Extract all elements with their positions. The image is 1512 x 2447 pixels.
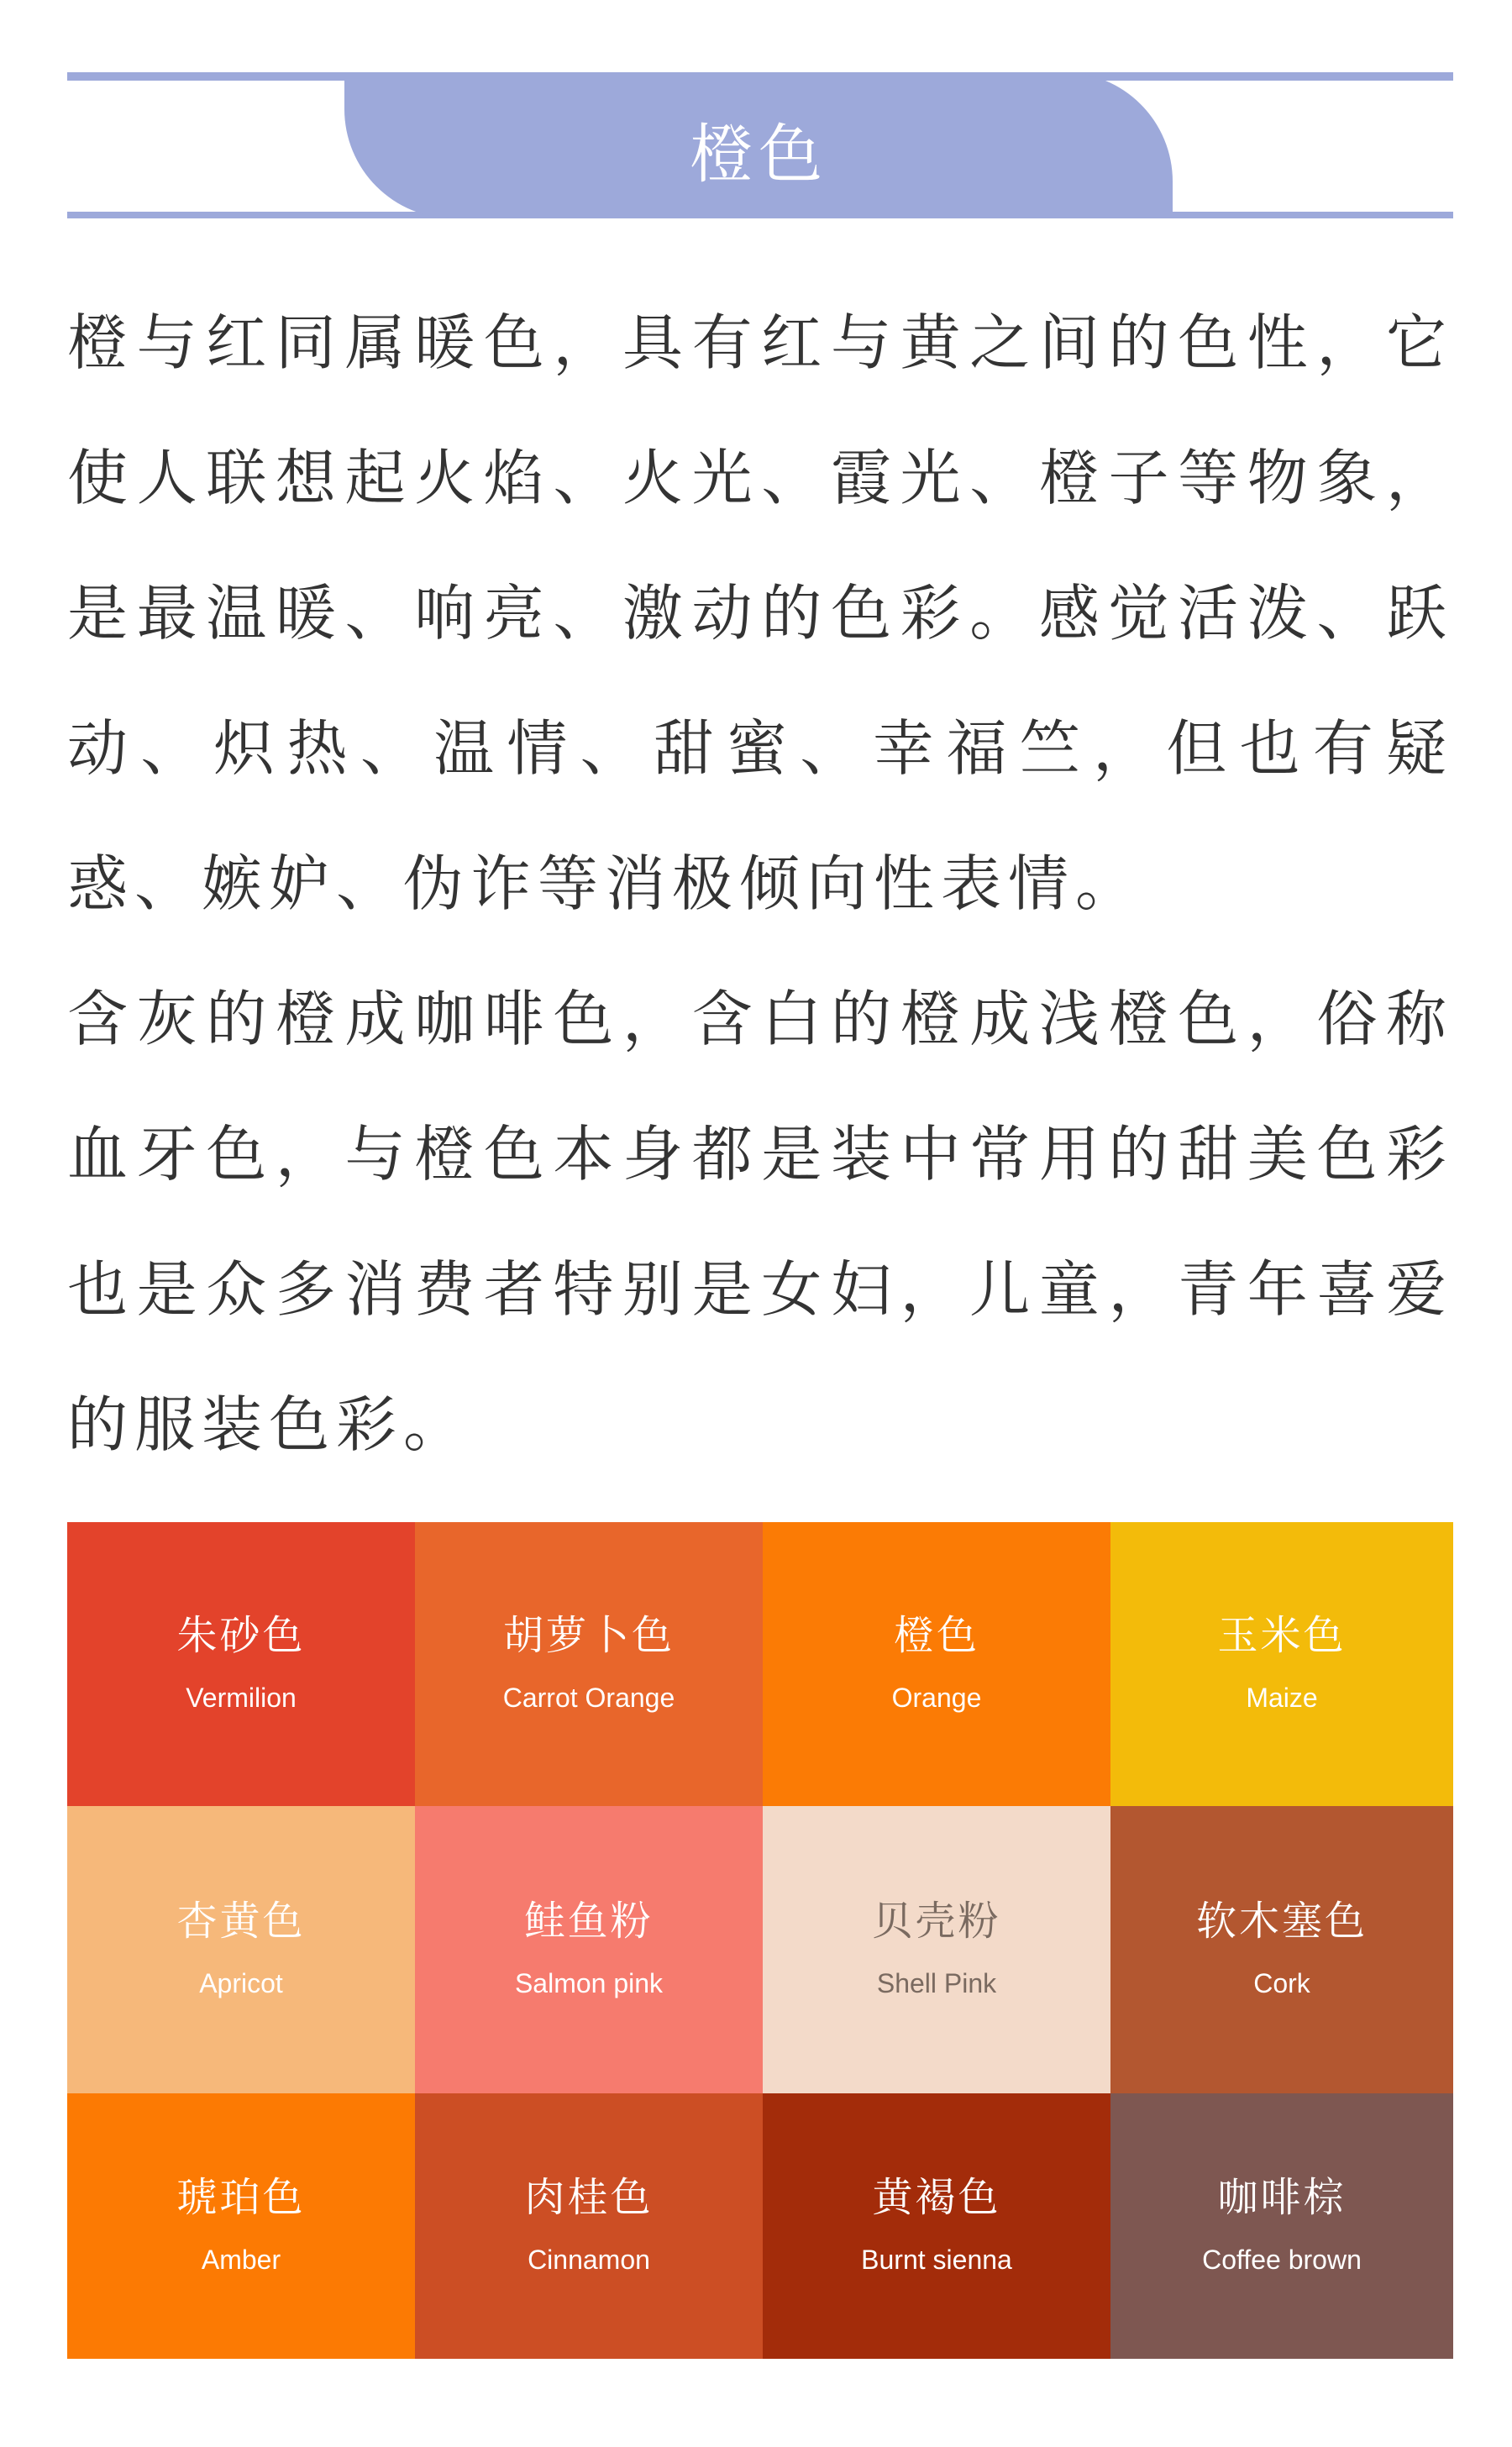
swatch-name-cn: 胡萝卜色 bbox=[502, 1612, 675, 1659]
article-body bbox=[67, 276, 1453, 1493]
swatch-vermilion bbox=[67, 1522, 415, 1806]
swatch-name-en: Vermilion bbox=[186, 1683, 297, 1713]
swatch-shell-pink bbox=[763, 1806, 1110, 2093]
swatch-carrot-orange bbox=[415, 1522, 763, 1806]
swatch-name-en: Apricot bbox=[199, 1968, 283, 1998]
swatch-name-cn: 贝壳粉 bbox=[872, 1898, 1001, 1945]
swatch-name-en: Maize bbox=[1246, 1683, 1318, 1713]
swatch-name-cn: 朱砂色 bbox=[176, 1612, 306, 1659]
swatch-name-cn: 玉米色 bbox=[1217, 1612, 1347, 1659]
swatch-name-en: Amber bbox=[201, 2245, 281, 2275]
paragraph-orange-variants: 含灰的橙成咖啡色，含白的橙成浅橙色，俗称血牙色，与橙色本身都是装中常用的甜美色彩也是众多消费者特别是女妇，儿童，青年喜爱的服装色彩。 bbox=[67, 984, 1453, 1460]
swatch-name-en: Cork bbox=[1253, 1968, 1310, 1998]
swatch-burnt-sienna bbox=[763, 2093, 1110, 2359]
paragraph-orange-description: 橙与红同属暖色，具有红与黄之间的色性，它使人联想起火焰、火光、霞光、橙子等物象，是最温暖、响亮、激动的色彩。感觉活泼、跃动、炽热、温情、甜蜜、幸福竺，但也有疑惑、嫉妒、伪诈等消极倾向性表情。 bbox=[67, 307, 1453, 919]
swatch-cork bbox=[1110, 1806, 1453, 2093]
swatch-name-en: Burnt sienna bbox=[861, 2245, 1012, 2275]
swatch-name-en: Orange bbox=[891, 1683, 982, 1713]
swatch-name-cn: 软木塞色 bbox=[1195, 1898, 1368, 1945]
swatch-name-en: Salmon pink bbox=[514, 1968, 664, 1998]
swatch-name-cn: 肉桂色 bbox=[524, 2174, 654, 2221]
swatch-name-cn: 杏黄色 bbox=[176, 1898, 306, 1945]
swatch-name-en: Coffee brown bbox=[1202, 2245, 1362, 2275]
swatch-salmon-pink bbox=[415, 1806, 763, 2093]
color-swatch-grid bbox=[67, 1522, 1453, 2359]
swatch-name-cn: 咖啡棕 bbox=[1217, 2174, 1347, 2221]
section-header-tab bbox=[344, 72, 1173, 218]
section-title: 橙色 bbox=[690, 116, 827, 192]
swatch-name-en: Cinnamon bbox=[528, 2245, 650, 2275]
swatch-maize bbox=[1110, 1522, 1453, 1806]
swatch-apricot bbox=[67, 1806, 415, 2093]
swatch-cinnamon bbox=[415, 2093, 763, 2359]
swatch-coffee-brown bbox=[1110, 2093, 1453, 2359]
swatch-name-cn: 橙色 bbox=[893, 1612, 979, 1659]
swatch-name-cn: 黄褐色 bbox=[872, 2174, 1001, 2221]
swatch-amber bbox=[67, 2093, 415, 2359]
swatch-name-cn: 鲑鱼粉 bbox=[524, 1898, 654, 1945]
swatch-name-en: Carrot Orange bbox=[502, 1683, 675, 1713]
swatch-name-cn: 琥珀色 bbox=[176, 2174, 306, 2221]
swatch-name-en: Shell Pink bbox=[876, 1968, 997, 1998]
swatch-orange bbox=[763, 1522, 1110, 1806]
